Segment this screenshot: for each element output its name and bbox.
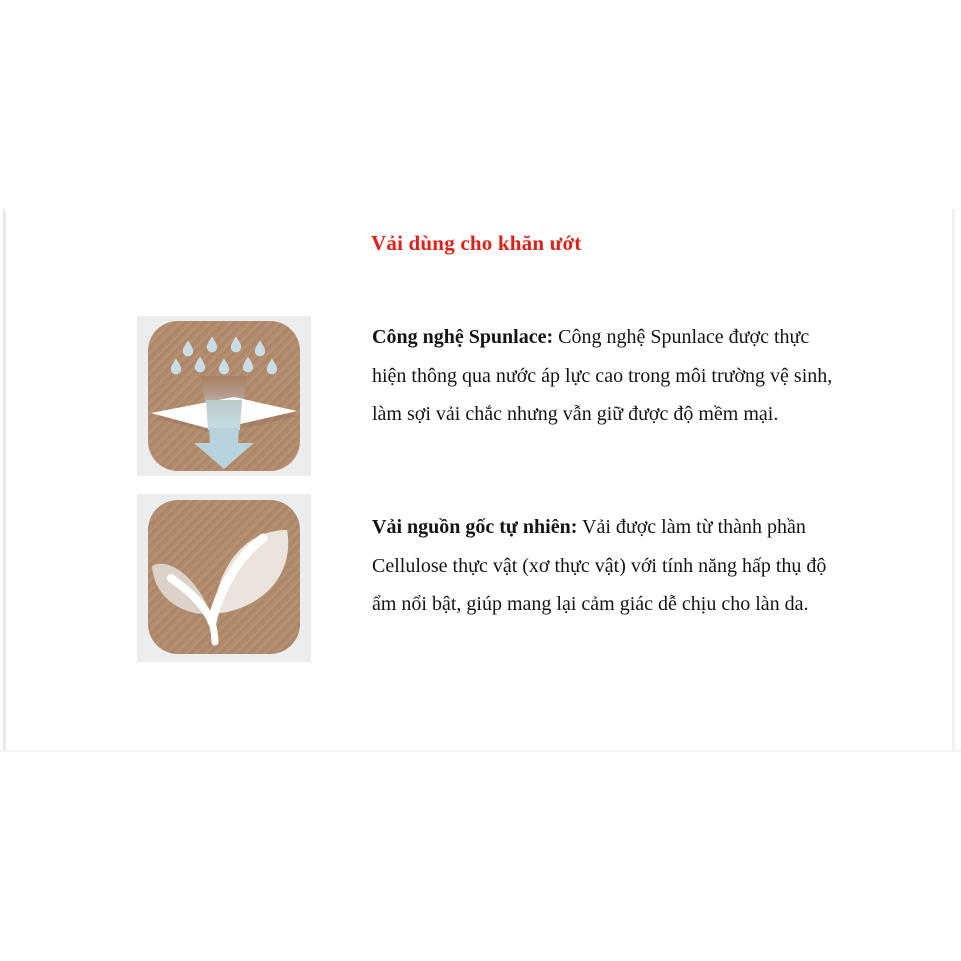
spunlace-paragraph: [372, 318, 844, 434]
panel-right-border: [952, 209, 955, 752]
panel-left-border: [3, 209, 6, 752]
spunlace-lead: Công nghệ Spunlace:: [372, 326, 554, 348]
natural-fabric-lead: Vải nguồn gốc tự nhiên:: [372, 516, 578, 538]
natural-fabric-body: Vải được làm từ thành phần Cellulose thực vật (xơ thực vật) với tính năng hấp thụ độ ẩm nổi bật, giúp mang lại cảm giác dễ chịu cho làn da.: [372, 516, 827, 616]
natural-fabric-paragraph: [372, 508, 844, 624]
water-absorption-graphic: [137, 316, 311, 476]
panel-bottom-divider: [0, 750, 961, 752]
spunlace-body: Công nghệ Spunlace được thực hiện thông qua nước áp lực cao trong môi trường vệ sinh, làm sợi vải chắc nhưng vẫn giữ được độ mềm mại.: [372, 326, 833, 426]
leaf-graphic: [137, 494, 311, 662]
natural-leaf-icon: [137, 494, 311, 662]
water-absorption-icon: [137, 316, 311, 476]
section-heading: Vải dùng cho khăn ướt: [371, 231, 582, 255]
